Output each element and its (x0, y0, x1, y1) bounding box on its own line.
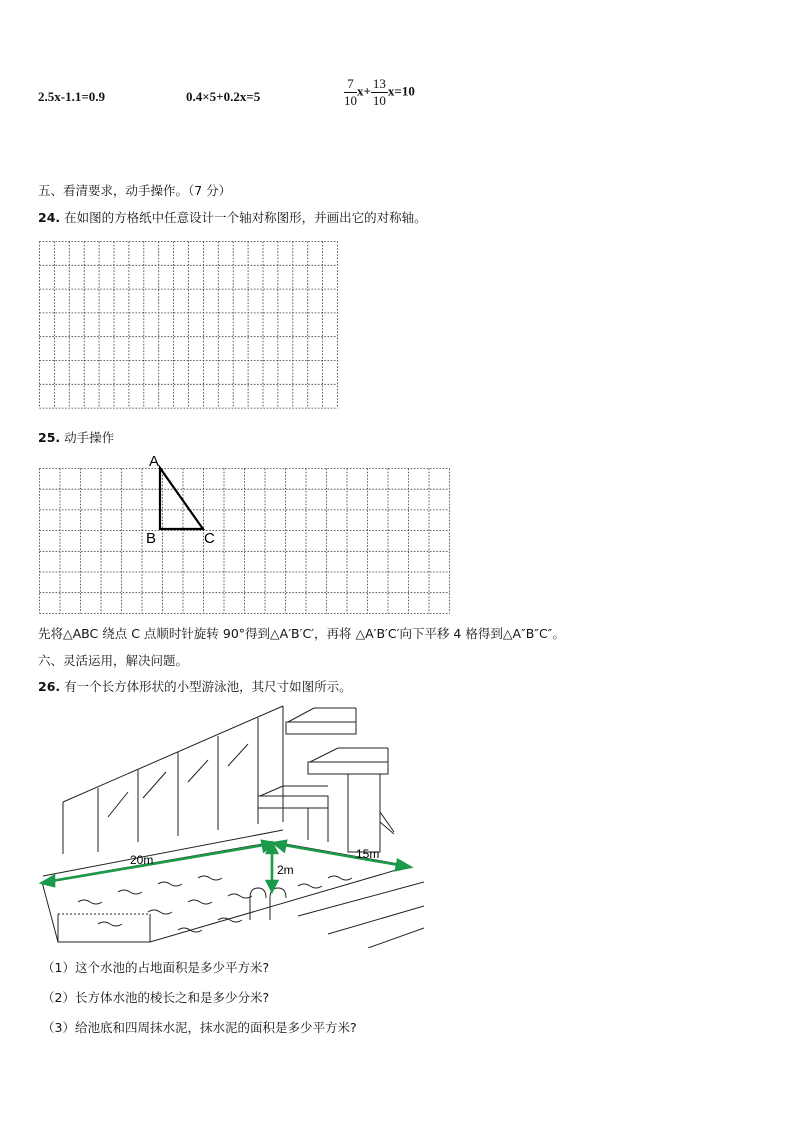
equation-2: 0.4×5+0.2x=5 (186, 89, 261, 104)
label-a: A (149, 453, 160, 470)
q24-grid[interactable] (39, 241, 339, 409)
question-24: 24. 在如图的方格纸中任意设计一个轴对称图形，并画出它的对称轴。 (38, 210, 427, 225)
equation-3: $\frac{7}{10}$ x+ $\frac{13}{10}$ x=10 (344, 76, 415, 108)
label-b: B (146, 530, 157, 547)
fraction-13-10: $\frac{13}{10}$ (372, 76, 386, 108)
dim-depth: 2m (277, 863, 294, 877)
triangle-abc (160, 468, 203, 529)
section-5-title: 五、看清要求，动手操作。（7 分） (38, 183, 232, 198)
q26-sub-1: （1）这个水池的占地面积是多少平方米? (42, 960, 270, 975)
q26-sub-2: （2）长方体水池的棱长之和是多少分米? (42, 990, 270, 1005)
pool-illustration (38, 702, 424, 948)
equation-1: 2.5x-1.1=0.9 (38, 89, 105, 104)
dim-width: 15m (356, 847, 380, 861)
q26-sub-3: （3）给池底和四周抹水泥，抹水泥的面积是多少平方米? (42, 1020, 357, 1035)
dim-length: 20m (130, 853, 154, 867)
q25-instruction: 先将△ABC 绕点 C 点顺时针旋转 90°得到△A′B′C′，再将 △A′B′C′向下平移 4 格得到△A″B″C″。 (38, 626, 565, 641)
label-c: C (204, 530, 215, 547)
section-6-title: 六、灵活运用，解决问题。 (38, 653, 189, 668)
question-26: 26. 有一个长方体形状的小型游泳池，其尺寸如图所示。 (38, 679, 352, 694)
fraction-7-10: $\frac{7}{10}$ (344, 76, 357, 108)
question-25: 25. 动手操作 (38, 430, 115, 445)
q25-grid[interactable] (36, 450, 450, 614)
